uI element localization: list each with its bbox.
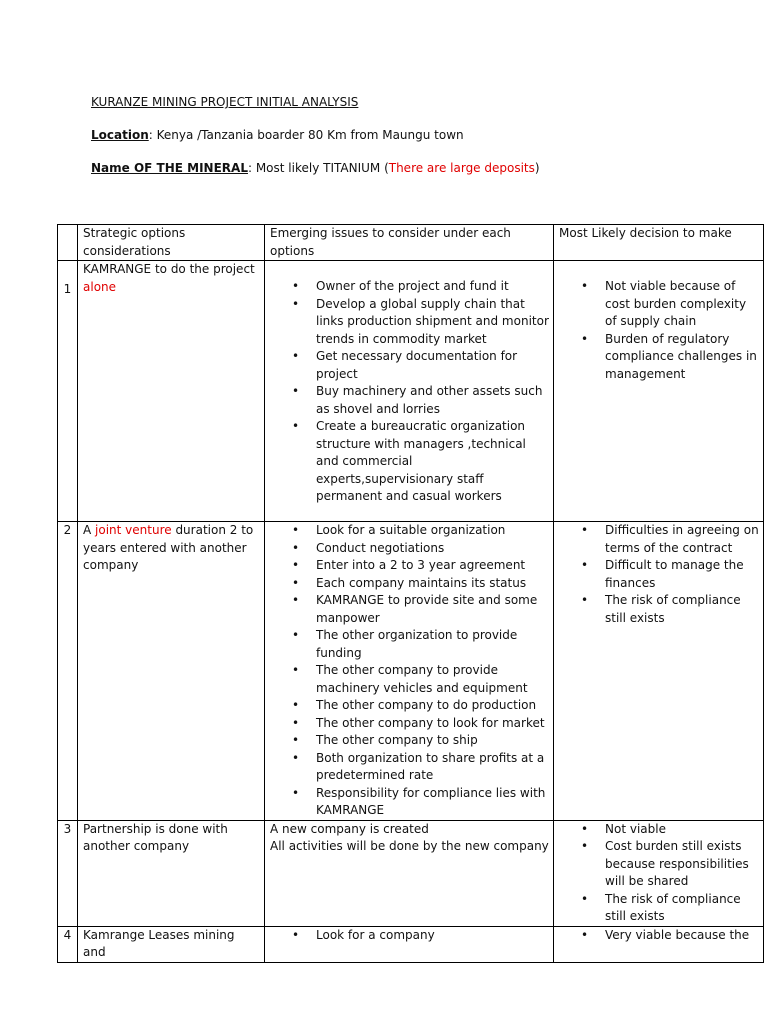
row-number: 4 bbox=[58, 926, 78, 962]
row-number: 1 bbox=[58, 261, 78, 522]
list-item: • The other company to look for market bbox=[270, 715, 549, 733]
row-number: 2 bbox=[58, 522, 78, 821]
option-cell: Partnership is done with another company bbox=[78, 820, 265, 926]
header-cell-options: Strategic options considerations bbox=[78, 225, 265, 261]
document-title: KURANZE MINING PROJECT INITIAL ANALYSIS bbox=[91, 95, 359, 109]
header-cell-issues: Emerging issues to consider under each options bbox=[265, 225, 554, 261]
list-item: • The risk of compliance still exists bbox=[559, 592, 759, 627]
list-item: • Cost burden still exists because responsibilities will be shared bbox=[559, 838, 759, 891]
decision-cell bbox=[554, 820, 764, 926]
mineral-label: Name OF THE MINERAL bbox=[91, 161, 248, 175]
option-cell: KAMRANGE to do the project alone bbox=[78, 261, 265, 522]
table-row bbox=[58, 926, 764, 962]
list-item: • Buy machinery and other assets such as shovel and lorries bbox=[270, 383, 549, 418]
list-item: • Get necessary documentation for project bbox=[270, 348, 549, 383]
issue-line: All activities will be done by the new company bbox=[270, 839, 549, 853]
list-item: • The other company to do production bbox=[270, 697, 549, 715]
list-item: • Create a bureaucratic organization structure with managers ,technical and commercial experts,supervisionary staff permanent and casual workers bbox=[270, 418, 549, 506]
mineral-value: Most likely TITANIUM ( bbox=[252, 161, 389, 175]
decision-cell bbox=[554, 522, 764, 821]
list-item: • Develop a global supply chain that links production shipment and monitor trends in commodity market bbox=[270, 296, 549, 349]
list-item: • The other company to ship bbox=[270, 732, 549, 750]
location-label: Location bbox=[91, 128, 149, 142]
list-item: • The other organization to provide funding bbox=[270, 627, 549, 662]
location-value: Kenya /Tanzania boarder 80 Km from Maungu town bbox=[152, 128, 464, 142]
row-number: 3 bbox=[58, 820, 78, 926]
list-item: • The risk of compliance still exists bbox=[559, 891, 759, 926]
list-item: • Look for a suitable organization bbox=[270, 522, 549, 540]
list-item: • Conduct negotiations bbox=[270, 540, 549, 558]
list-item: • Enter into a 2 to 3 year agreement bbox=[270, 557, 549, 575]
issues-cell bbox=[265, 261, 554, 522]
list-item: • Not viable because of cost burden complexity of supply chain bbox=[559, 278, 759, 331]
table-row bbox=[58, 522, 764, 821]
list-item: • KAMRANGE to provide site and some manpower bbox=[270, 592, 549, 627]
list-item: • Very viable because the bbox=[559, 927, 759, 945]
decision-cell bbox=[554, 261, 764, 522]
list-item: • The other company to provide machinery vehicles and equipment bbox=[270, 662, 549, 697]
mineral-line: Name OF THE MINERAL: Most likely TITANIUM (There are large deposits) bbox=[91, 161, 540, 175]
list-item: • Look for a company bbox=[270, 927, 549, 945]
header-cell-decision: Most Likely decision to make bbox=[554, 225, 764, 261]
analysis-table bbox=[57, 224, 764, 963]
list-item: • Each company maintains its status bbox=[270, 575, 549, 593]
option-cell: A joint venture duration 2 to years entered with another company bbox=[78, 522, 265, 821]
issues-cell bbox=[265, 926, 554, 962]
list-item: • Not viable bbox=[559, 821, 759, 839]
table-header-row bbox=[58, 225, 764, 261]
table-row bbox=[58, 820, 764, 926]
issues-cell bbox=[265, 820, 554, 926]
list-item: • Owner of the project and fund it bbox=[270, 278, 549, 296]
list-item: • Difficulties in agreeing on terms of the contract bbox=[559, 522, 759, 557]
mineral-highlight: There are large deposits bbox=[388, 161, 535, 175]
list-item: • Responsibility for compliance lies with KAMRANGE bbox=[270, 785, 549, 820]
list-item: • Both organization to share profits at a predetermined rate bbox=[270, 750, 549, 785]
location-line: Location: Kenya /Tanzania boarder 80 Km from Maungu town bbox=[91, 128, 464, 142]
issues-cell bbox=[265, 522, 554, 821]
issue-line: A new company is created bbox=[270, 821, 429, 836]
list-item: • Difficult to manage the finances bbox=[559, 557, 759, 592]
header-cell-num bbox=[58, 225, 78, 261]
decision-cell bbox=[554, 926, 764, 962]
option-cell: Kamrange Leases mining and bbox=[78, 926, 265, 962]
list-item: • Burden of regulatory compliance challenges in management bbox=[559, 331, 759, 384]
table-row bbox=[58, 261, 764, 522]
